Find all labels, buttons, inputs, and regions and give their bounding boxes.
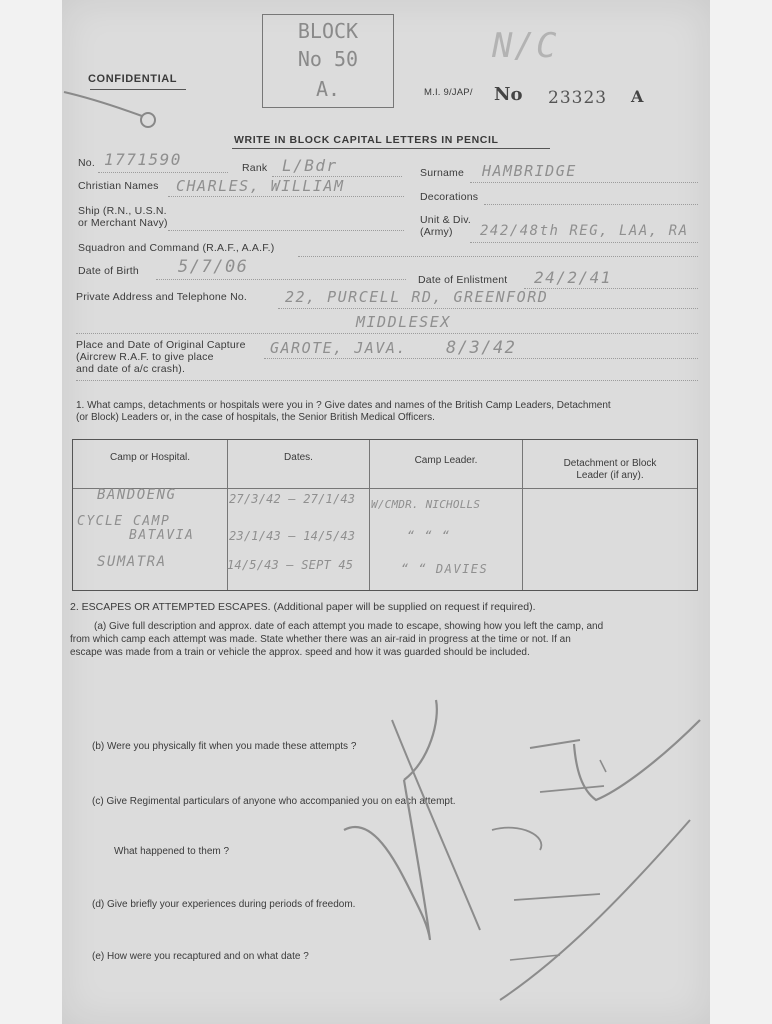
dotted-line	[168, 196, 404, 197]
stamp-line: BLOCK	[297, 19, 359, 43]
dotted-line	[98, 172, 228, 173]
section2-d: (d) Give briefly your experiences during periods of freedom.	[92, 899, 356, 910]
unit-label: Unit & Div.	[420, 214, 472, 226]
confidential-heading: CONFIDENTIAL	[88, 73, 178, 85]
christian-names-label: Christian Names	[78, 180, 159, 192]
ship-label-2: or Merchant Navy)	[78, 217, 168, 229]
document-suffix: A	[631, 87, 644, 106]
service-no-value: 1771590	[104, 150, 182, 169]
dotted-line	[470, 242, 698, 243]
table-row-3-camp: SUMATRA	[97, 554, 167, 570]
squadron-label: Squadron and Command (R.A.F., A.A.F.)	[78, 242, 275, 254]
service-no-label: No.	[78, 157, 95, 169]
table-row-1-camp: BANDOENG	[97, 487, 177, 503]
table-row-2-leader: “ “ “	[407, 529, 451, 543]
dotted-line	[484, 204, 698, 205]
dob-value: 5/7/06	[178, 257, 249, 277]
section2-e: (e) How were you recaptured and on what date ?	[92, 951, 309, 962]
table-row-1-leader: W/CMDR. NICHOLLS	[371, 498, 481, 511]
number-label: No	[494, 84, 523, 105]
section2-a-3: escape was made from a train or vehicle the approx. speed and how it was guarded should be included.	[70, 647, 530, 658]
dotted-line	[76, 380, 698, 381]
capture-date: 8/3/42	[446, 338, 517, 358]
header-detachment: Detachment or Block	[563, 458, 657, 469]
enlistment-value: 24/2/41	[534, 268, 612, 287]
mi-reference: M.I. 9/JAP/	[424, 87, 473, 98]
title-underline	[232, 148, 550, 149]
table-row-3-dates: 14/5/43 – SEPT 45	[227, 558, 354, 572]
enlistment-label: Date of Enlistment	[418, 274, 508, 286]
rank-value: L/Bdr	[282, 156, 338, 175]
address-line-2: MIDDLESEX	[356, 313, 451, 331]
dotted-line	[298, 256, 698, 257]
dotted-line	[278, 308, 698, 309]
capture-label: Place and Date of Original Capture	[76, 339, 246, 351]
nc-mark: N/C	[492, 26, 558, 66]
section2-c-sub: What happened to them ?	[114, 846, 230, 857]
section2-b: (b) Were you physically fit when you made these attempts ?	[92, 741, 357, 752]
header-detachment-2: Leader (if any).	[576, 470, 644, 481]
header-camp-leader: Camp Leader.	[414, 455, 478, 466]
section2-heading: 2. ESCAPES OR ATTEMPTED ESCAPES. (Additional paper will be supplied on request if required).	[70, 601, 536, 613]
ship-label: Ship (R.N., U.S.N.	[78, 205, 167, 217]
table-row-1-dates: 27/3/42 – 27/1/43	[229, 492, 356, 506]
surname-value: HAMBRIDGE	[482, 162, 577, 180]
unit-label-2: (Army)	[420, 226, 453, 238]
section2-a: (a) Give full description and approx. date of each attempt you made to escape, showing how you left the camp, and	[94, 621, 604, 632]
dotted-line	[76, 333, 698, 334]
table-row-2-camp: CYCLE CAMP	[77, 514, 171, 529]
dotted-line	[524, 288, 698, 289]
section2-a-2: from which camp each attempt was made. State whether there was an air-raid in progress at the time or not. If an	[70, 634, 571, 645]
dotted-line	[168, 230, 404, 231]
capture-label-2: (Aircrew R.A.F. to give place	[76, 351, 214, 363]
dob-label: Date of Birth	[78, 265, 139, 277]
dotted-line	[470, 182, 698, 183]
stamp-line: No 50	[297, 47, 359, 71]
capture-place: GAROTE, JAVA.	[270, 339, 407, 357]
christian-names-value: CHARLES, WILLIAM	[176, 177, 345, 195]
section2-c: (c) Give Regimental particulars of anyone who accompanied you on each attempt.	[92, 796, 456, 807]
section1-question-2: (or Block) Leaders or, in the case of hospitals, the Senior British Medical Officers.	[76, 412, 435, 423]
form-title: WRITE IN BLOCK CAPITAL LETTERS IN PENCIL	[234, 134, 499, 146]
unit-value: 242/48th REG, LAA, RA	[480, 223, 689, 239]
table-row-2-camp-line2: BATAVIA	[129, 528, 195, 543]
decorations-label: Decorations	[420, 191, 479, 203]
stamp-line: A.	[315, 77, 341, 101]
block-stamp	[262, 14, 394, 108]
capture-label-3: and date of a/c crash).	[76, 363, 186, 375]
rank-label: Rank	[242, 162, 268, 174]
table-row-2-dates: 23/1/43 – 14/5/43	[229, 529, 356, 543]
address-label: Private Address and Telephone No.	[76, 291, 248, 303]
header-camp: Camp or Hospital.	[109, 452, 191, 463]
document-number: 23323	[548, 88, 608, 108]
confidential-underline	[90, 89, 186, 90]
section1-question: 1. What camps, detachments or hospitals were you in ? Give dates and names of the British Camp Leaders, Detachment	[76, 400, 611, 411]
table-row-3-leader: “ “ DAVIES	[401, 562, 489, 576]
surname-label: Surname	[420, 167, 465, 179]
camp-table	[72, 439, 698, 591]
dotted-line	[264, 358, 698, 359]
dotted-line	[156, 279, 406, 280]
address-line-1: 22, PURCELL RD, GREENFORD	[285, 288, 549, 306]
header-dates: Dates.	[284, 452, 313, 463]
